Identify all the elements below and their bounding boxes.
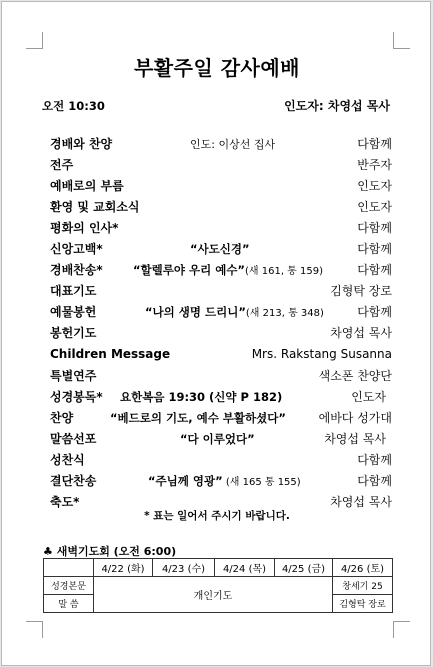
order-row (50, 366, 392, 387)
order-row (50, 450, 392, 471)
saturday-speaker-cell: 김형탁 장로 (333, 595, 393, 613)
order-item-performer: 다함께 (357, 221, 392, 236)
document-page (1, 1, 431, 666)
row-label-sermon: 말 씀 (44, 595, 94, 613)
order-item-name: 축도* (50, 494, 80, 509)
order-item-name: 특별연주 (50, 368, 97, 383)
order-row (50, 387, 392, 408)
order-item-detail: 요한복음 19:30 (신약 P 182) (120, 389, 283, 404)
order-item-name: 찬양 (50, 410, 74, 425)
date-cell: 4/25 (금) (275, 559, 333, 577)
order-row (50, 260, 392, 281)
order-item-performer: 다함께 (357, 452, 392, 467)
order-item-performer: 인도자 (351, 389, 386, 404)
order-row (50, 323, 392, 344)
order-item-name: 대표기도 (50, 284, 97, 299)
order-item-name: 예물봉헌 (50, 305, 97, 320)
order-row (50, 176, 392, 197)
date-cell: 4/24 (목) (215, 559, 275, 577)
crop-mark-top-right (393, 32, 410, 49)
order-item-performer: 다함께 (357, 473, 392, 488)
order-row (50, 239, 392, 260)
row-label-scripture: 성경본문 (44, 577, 94, 595)
order-item-name: 전주 (50, 158, 74, 173)
order-item-detail: “베드로의 기도, 예수 부활하셨다” (110, 410, 286, 425)
crop-mark-bottom-left (26, 621, 43, 638)
order-item-name: 예배로의 부름 (50, 179, 124, 194)
date-cell: 4/26 (토) (333, 559, 393, 577)
hymn-number: (새 161, 통 159) (245, 266, 324, 278)
order-item-performer: 다함께 (357, 305, 392, 320)
order-item-name: 봉헌기도 (50, 326, 97, 341)
order-row (50, 344, 392, 365)
order-item-detail: 인도: 이상선 집사 (190, 138, 276, 151)
crop-mark-top-left (26, 32, 43, 49)
order-row (50, 471, 392, 492)
dawn-prayer-title: ♣ 새벽기도회 (오전 6:00) (43, 545, 177, 558)
order-item-detail: “사도신경” (190, 242, 250, 257)
order-item-name: 신앙고백* (50, 242, 103, 257)
date-cell: 4/23 (수) (153, 559, 215, 577)
order-item-detail: “주님께 영광” (148, 473, 223, 488)
hymn-number: (새 165 통 155) (222, 476, 301, 488)
order-item-detail: “나의 생명 드리니” (145, 305, 246, 320)
table-corner-cell (44, 559, 94, 577)
order-item-name: 평화의 인사* (50, 221, 119, 236)
order-item-name: 결단찬송 (50, 473, 97, 488)
order-item-name: 성찬식 (50, 452, 85, 467)
service-time: 오전 10:30 (42, 99, 105, 113)
hymn-number: (새 213, 통 348) (245, 308, 324, 320)
date-cell: 4/22 (화) (94, 559, 153, 577)
order-of-worship (50, 134, 392, 513)
order-row (50, 134, 392, 155)
order-item-performer: Mrs. Rakstang Susanna (251, 347, 392, 362)
order-item-performer: 다함께 (357, 137, 392, 151)
order-item-performer: 인도자 (357, 179, 392, 194)
order-item-performer: 에바다 성가대 (318, 410, 392, 425)
order-item-name: Children Message (50, 347, 171, 362)
order-item-performer: 차영섭 목사 (330, 326, 392, 341)
order-item-performer: 다함께 (357, 263, 392, 278)
dawn-prayer-table (43, 558, 393, 613)
order-row (50, 302, 392, 323)
order-item-detail: “다 이루었다” (180, 431, 255, 446)
order-item-performer: 인도자 (357, 200, 392, 215)
order-item-performer: 반주자 (357, 158, 392, 173)
order-item-performer: 차영섭 목사 (324, 431, 386, 446)
order-row (50, 408, 392, 429)
table-row (44, 559, 393, 577)
standing-note: * 표는 일어서 주시기 바랍니다. (144, 510, 290, 522)
order-row (50, 429, 392, 450)
order-item-name: 말씀선포 (50, 431, 97, 446)
order-row (50, 281, 392, 302)
order-item-performer: 차영섭 목사 (330, 494, 392, 509)
order-row (50, 197, 392, 218)
service-leader: 인도자: 차영섭 목사 (284, 99, 390, 113)
order-item-performer: 다함께 (357, 242, 392, 257)
order-row (50, 155, 392, 176)
order-item-performer: 김형탁 장로 (330, 284, 392, 299)
order-item-name: 경배와 찬양 (50, 137, 113, 151)
bulletin-title: 부활주일 감사예배 (133, 56, 301, 80)
order-item-name: 성경봉독* (50, 389, 103, 404)
crop-mark-bottom-right (393, 621, 410, 638)
order-item-performer: 색소폰 찬양단 (318, 368, 392, 383)
order-item-name: 환영 및 교회소식 (50, 200, 140, 215)
order-item-name: 경배찬송* (50, 263, 103, 278)
order-row (50, 218, 392, 239)
order-item-detail: “할렐루야 우리 예수” (133, 263, 245, 278)
table-row (44, 577, 393, 595)
personal-prayer-cell: 개인기도 (94, 577, 333, 613)
saturday-scripture-cell: 창세기 25 (333, 577, 393, 595)
